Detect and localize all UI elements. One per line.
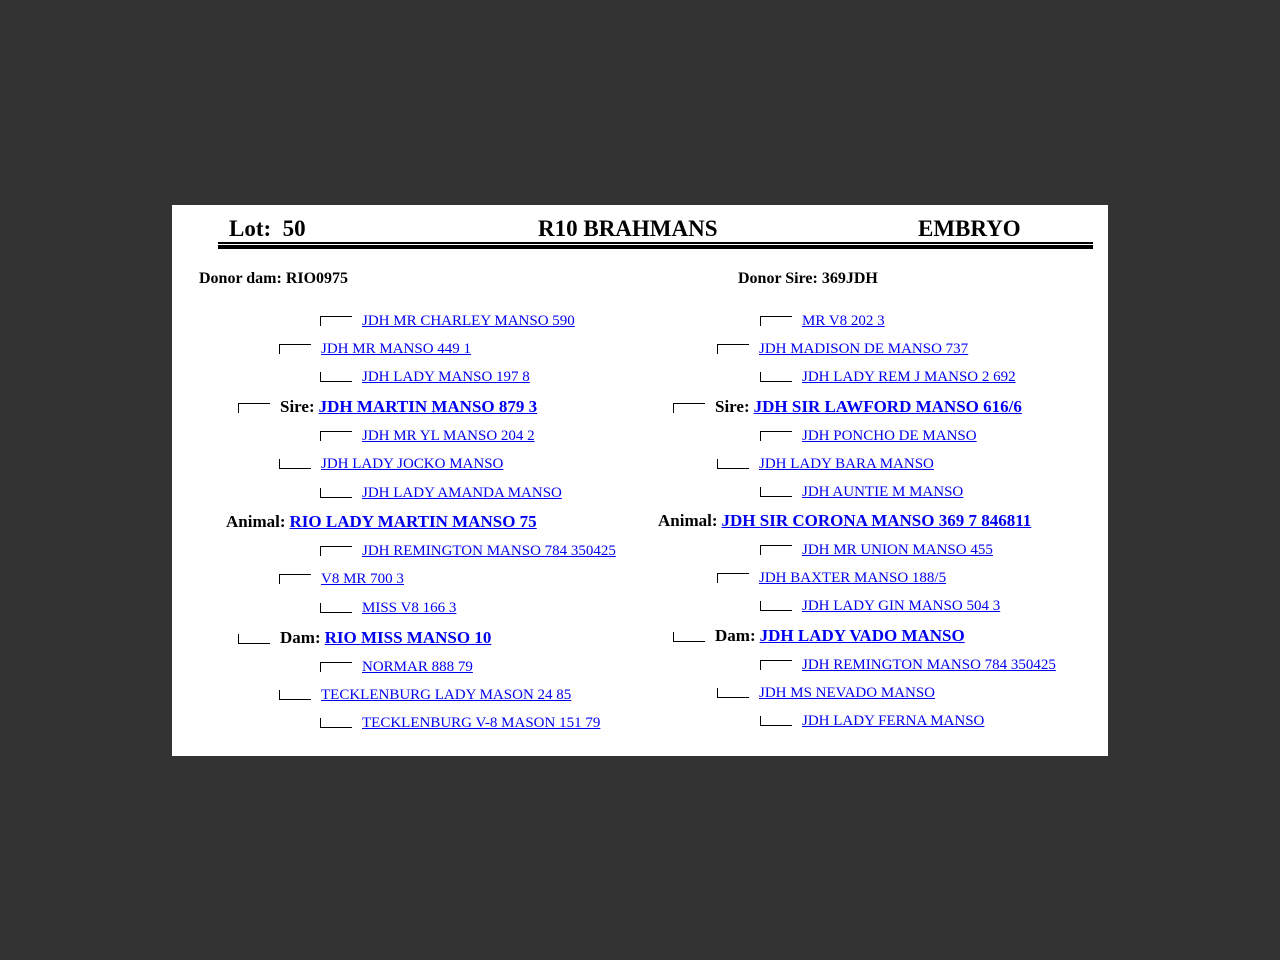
connector [320,718,352,728]
right-dam-dam-dam-link[interactable]: JDH LADY FERNA MANSO [802,713,985,729]
left-sire-dam [279,456,503,473]
connector [279,459,311,469]
header-rule-thick [218,245,1093,249]
right-dam-dam-dam [760,713,984,730]
left-dam-link[interactable]: RIO MISS MANSO 10 [324,628,492,647]
left-dam [238,628,491,648]
right-sire-sire-link[interactable]: JDH MADISON DE MANSO 737 [759,341,969,357]
right-dam-sire-dam [760,598,1000,615]
left-dam-sire-sire-link[interactable]: JDH REMINGTON MANSO 784 350425 [362,543,616,559]
connector [717,459,749,469]
right-sire-sire-sire-link[interactable]: MR V8 202 3 [802,313,885,329]
right-animal-link[interactable]: JDH SIR CORONA MANSO 369 7 846811 [721,511,1032,530]
left-sire-dam-dam [320,485,562,502]
connector [320,488,352,498]
right-dam-link[interactable]: JDH LADY VADO MANSO [759,626,965,645]
connector [717,344,749,354]
left-dam-sire-dam [320,600,456,617]
connector [760,372,792,382]
connector [320,431,352,441]
left-animal-link[interactable]: RIO LADY MARTIN MANSO 75 [289,512,537,531]
right-sire-dam-sire [760,428,977,445]
connector [760,487,792,497]
left-sire-dam-link[interactable]: JDH LADY JOCKO MANSO [321,456,504,472]
connector [320,603,352,613]
left-dam-dam-sire-link[interactable]: NORMAR 888 79 [362,659,473,675]
connector [760,431,792,441]
left-dam-sire-sire [320,543,616,560]
left-animal [226,512,537,532]
right-dam-dam [717,685,935,702]
sire-label: Sire: [715,397,750,416]
left-sire-sire-link[interactable]: JDH MR MANSO 449 1 [321,341,472,357]
right-sire-sire-dam-link[interactable]: JDH LADY REM J MANSO 2 692 [802,369,1016,385]
lot-number: Lot: 50 [229,216,306,241]
connector [320,372,352,382]
left-sire-sire-dam [320,369,530,386]
connector [673,632,705,642]
connector [673,403,705,413]
connector [279,574,311,584]
right-sire-sire-dam [760,369,1016,386]
animal-label: Animal: [226,512,286,531]
connector [760,660,792,670]
right-dam-dam-link[interactable]: JDH MS NEVADO MANSO [759,685,936,701]
left-dam-sire-link[interactable]: V8 MR 700 3 [321,571,404,587]
right-dam-sire-sire [760,542,993,559]
right-dam [673,626,965,646]
right-sire-dam-dam [760,484,963,501]
header-rule-thin [218,242,1093,244]
left-dam-dam [279,687,571,704]
connector [320,316,352,326]
right-sire-dam-link[interactable]: JDH LADY BARA MANSO [759,456,934,472]
right-animal [658,511,1031,531]
animal-label: Animal: [658,511,718,530]
right-sire-dam-sire-link[interactable]: JDH PONCHO DE MANSO [802,428,977,444]
right-dam-dam-sire [760,657,1056,674]
connector [320,662,352,672]
connector [238,634,270,644]
connector [717,573,749,583]
left-sire-dam-sire [320,428,535,445]
right-sire-link[interactable]: JDH SIR LAWFORD MANSO 616/6 [753,397,1022,416]
right-dam-sire [717,570,946,587]
dam-label: Dam: [280,628,321,647]
connector [760,316,792,326]
right-sire-sire [717,341,968,358]
left-dam-dam-dam-link[interactable]: TECKLENBURG V-8 MASON 151 79 [362,715,601,731]
right-dam-dam-sire-link[interactable]: JDH REMINGTON MANSO 784 350425 [802,657,1056,673]
donor-dam-label: Donor dam: RIO0975 [199,270,349,287]
connector [717,688,749,698]
right-sire-sire-sire [760,313,885,330]
left-sire-sire [279,341,471,358]
left-dam-dam-sire [320,659,473,676]
left-sire-dam-sire-link[interactable]: JDH MR YL MANSO 204 2 [362,428,535,444]
connector [238,403,270,413]
right-dam-sire-sire-link[interactable]: JDH MR UNION MANSO 455 [802,542,993,558]
connector [279,690,311,700]
lot-type: EMBRYO [918,216,1021,241]
right-sire-dam [717,456,934,473]
donor-sire-label: Donor Sire: 369JDH [738,270,878,287]
sire-label: Sire: [280,397,315,416]
page-title: R10 BRAHMANS [538,216,718,241]
left-dam-sire-dam-link[interactable]: MISS V8 166 3 [362,600,457,616]
left-sire-sire-dam-link[interactable]: JDH LADY MANSO 197 8 [362,369,530,385]
right-dam-sire-dam-link[interactable]: JDH LADY GIN MANSO 504 3 [802,598,1001,614]
right-sire [673,397,1022,417]
left-sire [238,397,537,417]
dam-label: Dam: [715,626,756,645]
left-dam-sire [279,571,404,588]
right-dam-sire-link[interactable]: JDH BAXTER MANSO 188/5 [759,570,947,586]
connector [320,546,352,556]
connector [760,716,792,726]
pedigree-card [172,205,1108,756]
right-sire-dam-dam-link[interactable]: JDH AUNTIE M MANSO [802,484,964,500]
left-dam-dam-dam [320,715,600,732]
left-sire-link[interactable]: JDH MARTIN MANSO 879 3 [318,397,538,416]
left-sire-sire-sire-link[interactable]: JDH MR CHARLEY MANSO 590 [362,313,575,329]
connector [279,344,311,354]
left-sire-dam-dam-link[interactable]: JDH LADY AMANDA MANSO [362,485,562,501]
left-dam-dam-link[interactable]: TECKLENBURG LADY MASON 24 85 [321,687,572,703]
connector [760,601,792,611]
left-sire-sire-sire [320,313,575,330]
connector [760,545,792,555]
